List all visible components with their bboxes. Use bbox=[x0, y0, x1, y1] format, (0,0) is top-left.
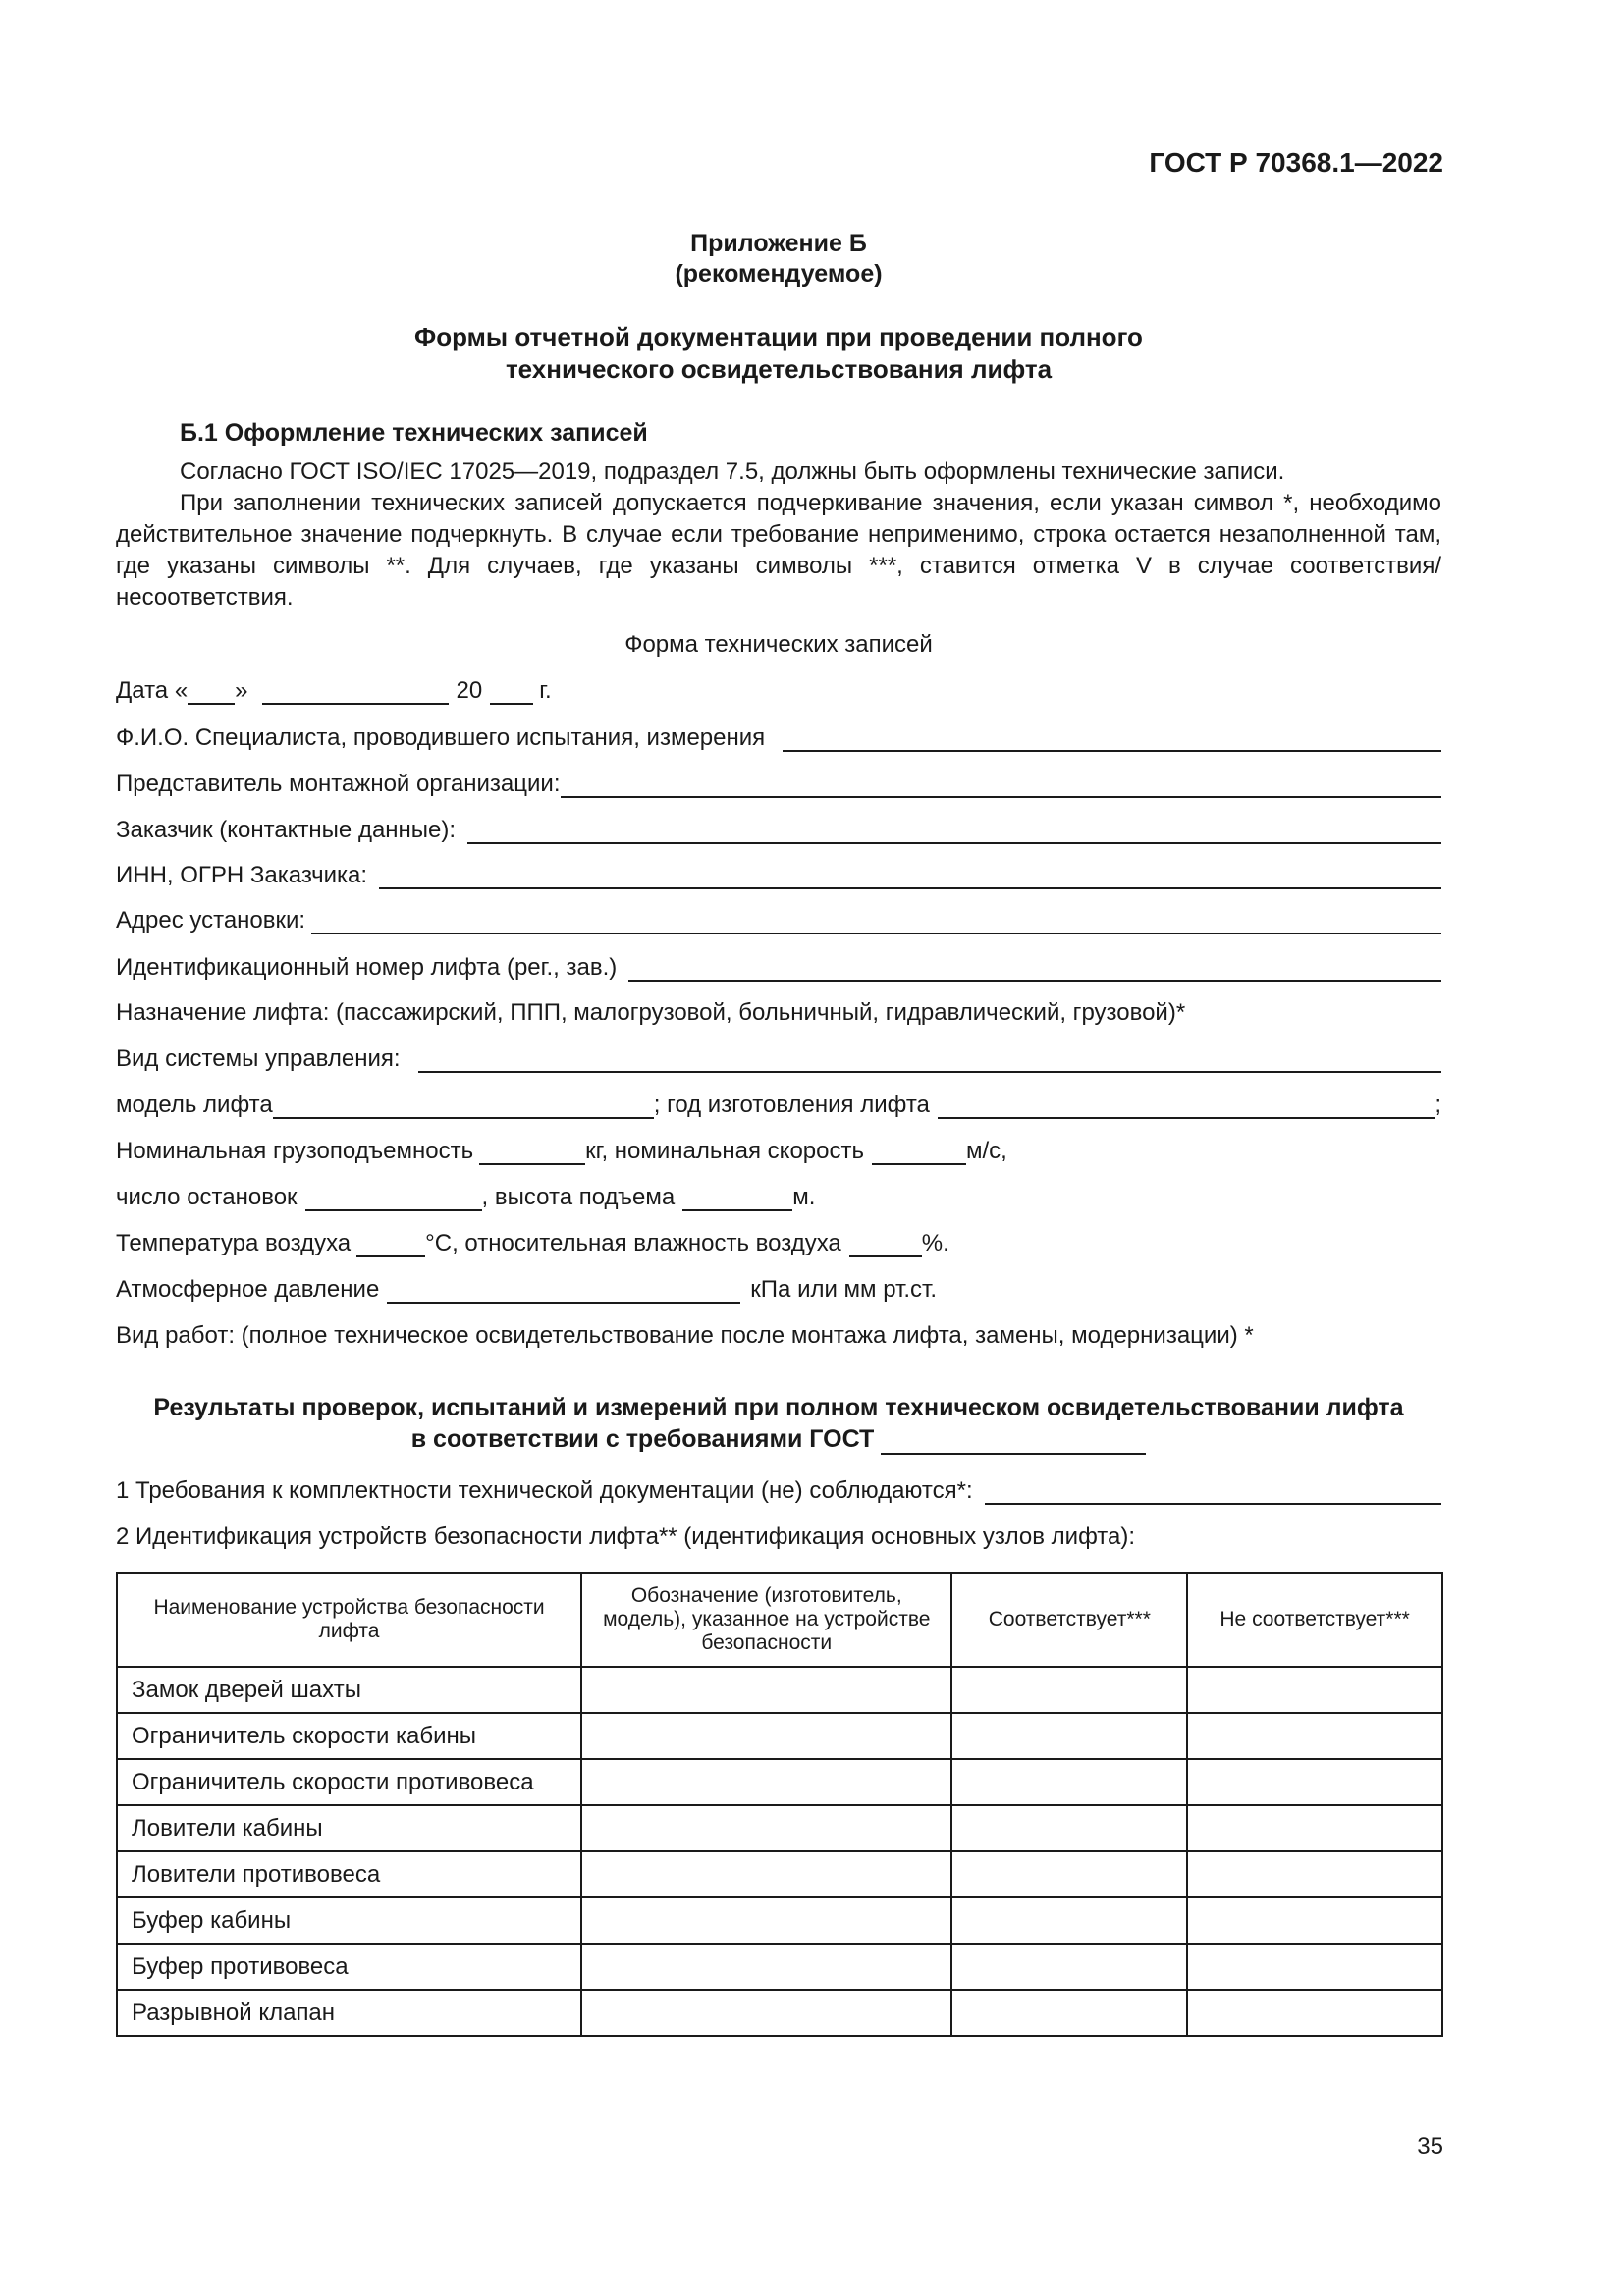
results-title-line2 bbox=[116, 1423, 1441, 1455]
pressure-unit: кПа или мм рт.ст. bbox=[750, 1276, 938, 1303]
table-row bbox=[117, 1851, 1442, 1897]
gost-number-field[interactable] bbox=[881, 1429, 1146, 1455]
header-device-name: Наименование устройства безопасности лифта bbox=[117, 1573, 581, 1667]
purpose-label: Назначение лифта: (пассажирский, ППП, малогрузовой, больничный, гидравлический, грузовой)* bbox=[116, 999, 1186, 1026]
table-row bbox=[117, 1897, 1442, 1944]
table-row bbox=[117, 1805, 1442, 1851]
customer-label: Заказчик (контактные данные): bbox=[116, 817, 457, 843]
device-name-cell: Буфер кабины bbox=[117, 1897, 581, 1944]
speed-field[interactable] bbox=[872, 1138, 966, 1165]
capacity-label: Номинальная грузоподъемность bbox=[116, 1138, 474, 1164]
date-mid: » bbox=[235, 677, 248, 704]
item2-line bbox=[116, 1522, 1441, 1551]
capacity-field[interactable] bbox=[479, 1138, 585, 1165]
not-conforms-cell[interactable] bbox=[1187, 1851, 1442, 1897]
form-title-line2: технического освидетельствования лифта bbox=[505, 354, 1053, 384]
stops-field[interactable] bbox=[305, 1184, 482, 1211]
form-caption: Форма технических записей bbox=[624, 631, 933, 658]
designation-cell[interactable] bbox=[581, 1851, 951, 1897]
stops-line bbox=[116, 1182, 815, 1211]
conforms-cell[interactable] bbox=[951, 1759, 1187, 1805]
safety-devices-table bbox=[116, 1572, 1443, 2037]
pressure-label: Атмосферное давление bbox=[116, 1276, 380, 1303]
humidity-unit: %. bbox=[921, 1230, 949, 1256]
table-row bbox=[117, 1713, 1442, 1759]
device-name-cell: Разрывной клапан bbox=[117, 1990, 581, 2036]
lift-id-field[interactable] bbox=[628, 954, 1441, 982]
designation-cell[interactable] bbox=[581, 1944, 951, 1990]
item1-label: 1 Требования к комплектности технической документации (не) соблюдаются*: bbox=[116, 1477, 973, 1504]
conforms-cell[interactable] bbox=[951, 1897, 1187, 1944]
device-name-cell: Ограничитель скорости кабины bbox=[117, 1713, 581, 1759]
humidity-field[interactable] bbox=[849, 1230, 922, 1257]
document-code: ГОСТ Р 70368.1—2022 bbox=[1149, 147, 1443, 178]
not-conforms-cell[interactable] bbox=[1187, 1897, 1442, 1944]
not-conforms-cell[interactable] bbox=[1187, 1990, 1442, 2036]
lift-id-label: Идентификационный номер лифта (рег., зав.) bbox=[116, 954, 618, 981]
customer-field[interactable] bbox=[467, 817, 1441, 844]
address-field[interactable] bbox=[311, 907, 1441, 934]
inn-label: ИНН, ОГРН Заказчика: bbox=[116, 862, 368, 888]
conforms-cell[interactable] bbox=[951, 1667, 1187, 1713]
not-conforms-cell[interactable] bbox=[1187, 1759, 1442, 1805]
device-name-cell: Ограничитель скорости противовеса bbox=[117, 1759, 581, 1805]
purpose-line bbox=[116, 997, 1441, 1027]
date-label: Дата « bbox=[116, 677, 189, 704]
designation-cell[interactable] bbox=[581, 1759, 951, 1805]
device-name-cell: Буфер противовеса bbox=[117, 1944, 581, 1990]
specialist-label: Ф.И.О. Специалиста, проводившего испытания, измерения bbox=[116, 724, 766, 751]
inn-field[interactable] bbox=[379, 862, 1441, 889]
date-line bbox=[116, 675, 552, 705]
form-title-line1: Формы отчетной документации при проведении полного bbox=[414, 322, 1143, 351]
conforms-cell[interactable] bbox=[951, 1990, 1187, 2036]
header-conforms: Соответствует*** bbox=[951, 1573, 1187, 1667]
date-month-field[interactable] bbox=[262, 677, 449, 705]
item2-label: 2 Идентификация устройств безопасности лифта** (идентификация основных узлов лифта): bbox=[116, 1523, 1136, 1550]
installer-label: Представитель монтажной организации: bbox=[116, 771, 561, 797]
date-day-field[interactable] bbox=[188, 677, 235, 705]
results-title bbox=[116, 1392, 1441, 1455]
customer-line bbox=[116, 815, 1441, 844]
specialist-line bbox=[116, 722, 1441, 752]
item1-field[interactable] bbox=[985, 1477, 1441, 1505]
section-paragraph-2: При заполнении технических записей допускается подчеркивание значения, если указан символ *, необходимо действительное значение подчеркнуть. В случае если требование неприменимо, строка остается незаполненной там, где указаны символы **. Для случаев, где указаны символы ***, ставится отметка V в случае соответствия/несоответствия. bbox=[116, 490, 1441, 611]
installer-line bbox=[116, 769, 1441, 798]
not-conforms-cell[interactable] bbox=[1187, 1805, 1442, 1851]
address-line bbox=[116, 905, 1441, 934]
year-field[interactable] bbox=[938, 1092, 1435, 1119]
header-not-conforms: Не соответствует*** bbox=[1187, 1573, 1442, 1667]
conforms-cell[interactable] bbox=[951, 1944, 1187, 1990]
conforms-cell[interactable] bbox=[951, 1713, 1187, 1759]
temperature-field[interactable] bbox=[356, 1230, 425, 1257]
installer-field[interactable] bbox=[561, 771, 1441, 798]
model-line bbox=[116, 1090, 1441, 1119]
inn-line bbox=[116, 860, 1441, 889]
designation-cell[interactable] bbox=[581, 1897, 951, 1944]
temperature-unit: °С, относительная влажность воздуха bbox=[425, 1230, 841, 1256]
date-year-field[interactable] bbox=[490, 677, 533, 705]
table-header-row bbox=[117, 1573, 1442, 1667]
temperature-line bbox=[116, 1228, 949, 1257]
form-title bbox=[116, 321, 1441, 386]
lift-id-line bbox=[116, 952, 1441, 982]
pressure-line bbox=[116, 1274, 937, 1304]
section-paragraph-1: Согласно ГОСТ ISO/IEC 17025—2019, подраздел 7.5, должны быть оформлены технические записи. bbox=[180, 458, 1285, 485]
conforms-cell[interactable] bbox=[951, 1805, 1187, 1851]
height-field[interactable] bbox=[682, 1184, 792, 1211]
address-label: Адрес установки: bbox=[116, 907, 306, 934]
not-conforms-cell[interactable] bbox=[1187, 1713, 1442, 1759]
speed-unit: м/с, bbox=[965, 1138, 1007, 1164]
date-suffix: г. bbox=[539, 677, 552, 704]
date-year-label: 20 bbox=[456, 677, 483, 704]
capacity-line bbox=[116, 1136, 1007, 1165]
table-row bbox=[117, 1990, 1442, 2036]
temperature-label: Температура воздуха bbox=[116, 1230, 352, 1256]
device-name-cell: Ловители противовеса bbox=[117, 1851, 581, 1897]
control-line bbox=[116, 1043, 1441, 1073]
designation-cell[interactable] bbox=[581, 1805, 951, 1851]
conforms-cell[interactable] bbox=[951, 1851, 1187, 1897]
results-title-gost: в соответствии с требованиями ГОСТ bbox=[410, 1425, 875, 1453]
appendix-subtitle: (рекомендуемое) bbox=[675, 260, 883, 288]
designation-cell[interactable] bbox=[581, 1990, 951, 2036]
header-designation: Обозначение (изготовитель, модель), указанное на устройстве безопасности bbox=[581, 1573, 951, 1667]
designation-cell[interactable] bbox=[581, 1667, 951, 1713]
page-number: 35 bbox=[1417, 2133, 1443, 2160]
work-type-line bbox=[116, 1320, 1441, 1350]
model-label: модель лифта bbox=[116, 1092, 273, 1118]
device-name-cell: Ловители кабины bbox=[117, 1805, 581, 1851]
device-name-cell: Замок дверей шахты bbox=[117, 1667, 581, 1713]
table-row bbox=[117, 1667, 1442, 1713]
results-title-line1: Результаты проверок, испытаний и измерений при полном техническом освидетельствовании лифта bbox=[153, 1394, 1404, 1421]
pressure-field[interactable] bbox=[387, 1276, 740, 1304]
table-row bbox=[117, 1944, 1442, 1990]
not-conforms-cell[interactable] bbox=[1187, 1667, 1442, 1713]
section-title: Б.1 Оформление технических записей bbox=[180, 419, 648, 447]
year-end: ; bbox=[1435, 1092, 1441, 1118]
item1-line bbox=[116, 1475, 1441, 1505]
appendix-heading bbox=[116, 229, 1441, 290]
table-row bbox=[117, 1759, 1442, 1805]
appendix-title: Приложение Б bbox=[690, 230, 867, 257]
stops-label: число остановок bbox=[116, 1184, 298, 1210]
control-label: Вид системы управления: bbox=[116, 1045, 401, 1072]
specialist-field[interactable] bbox=[783, 724, 1441, 752]
not-conforms-cell[interactable] bbox=[1187, 1944, 1442, 1990]
height-unit: м. bbox=[792, 1184, 816, 1210]
designation-cell[interactable] bbox=[581, 1713, 951, 1759]
height-label: , высота подъема bbox=[481, 1184, 676, 1210]
year-label: ; год изготовления лифта bbox=[653, 1092, 930, 1118]
work-type-label: Вид работ: (полное техническое освидетельствование после монтажа лифта, замены, модернизации) * bbox=[116, 1322, 1254, 1349]
capacity-unit: кг, номинальная скорость bbox=[585, 1138, 864, 1164]
control-field[interactable] bbox=[418, 1045, 1441, 1073]
model-field[interactable] bbox=[273, 1092, 654, 1119]
